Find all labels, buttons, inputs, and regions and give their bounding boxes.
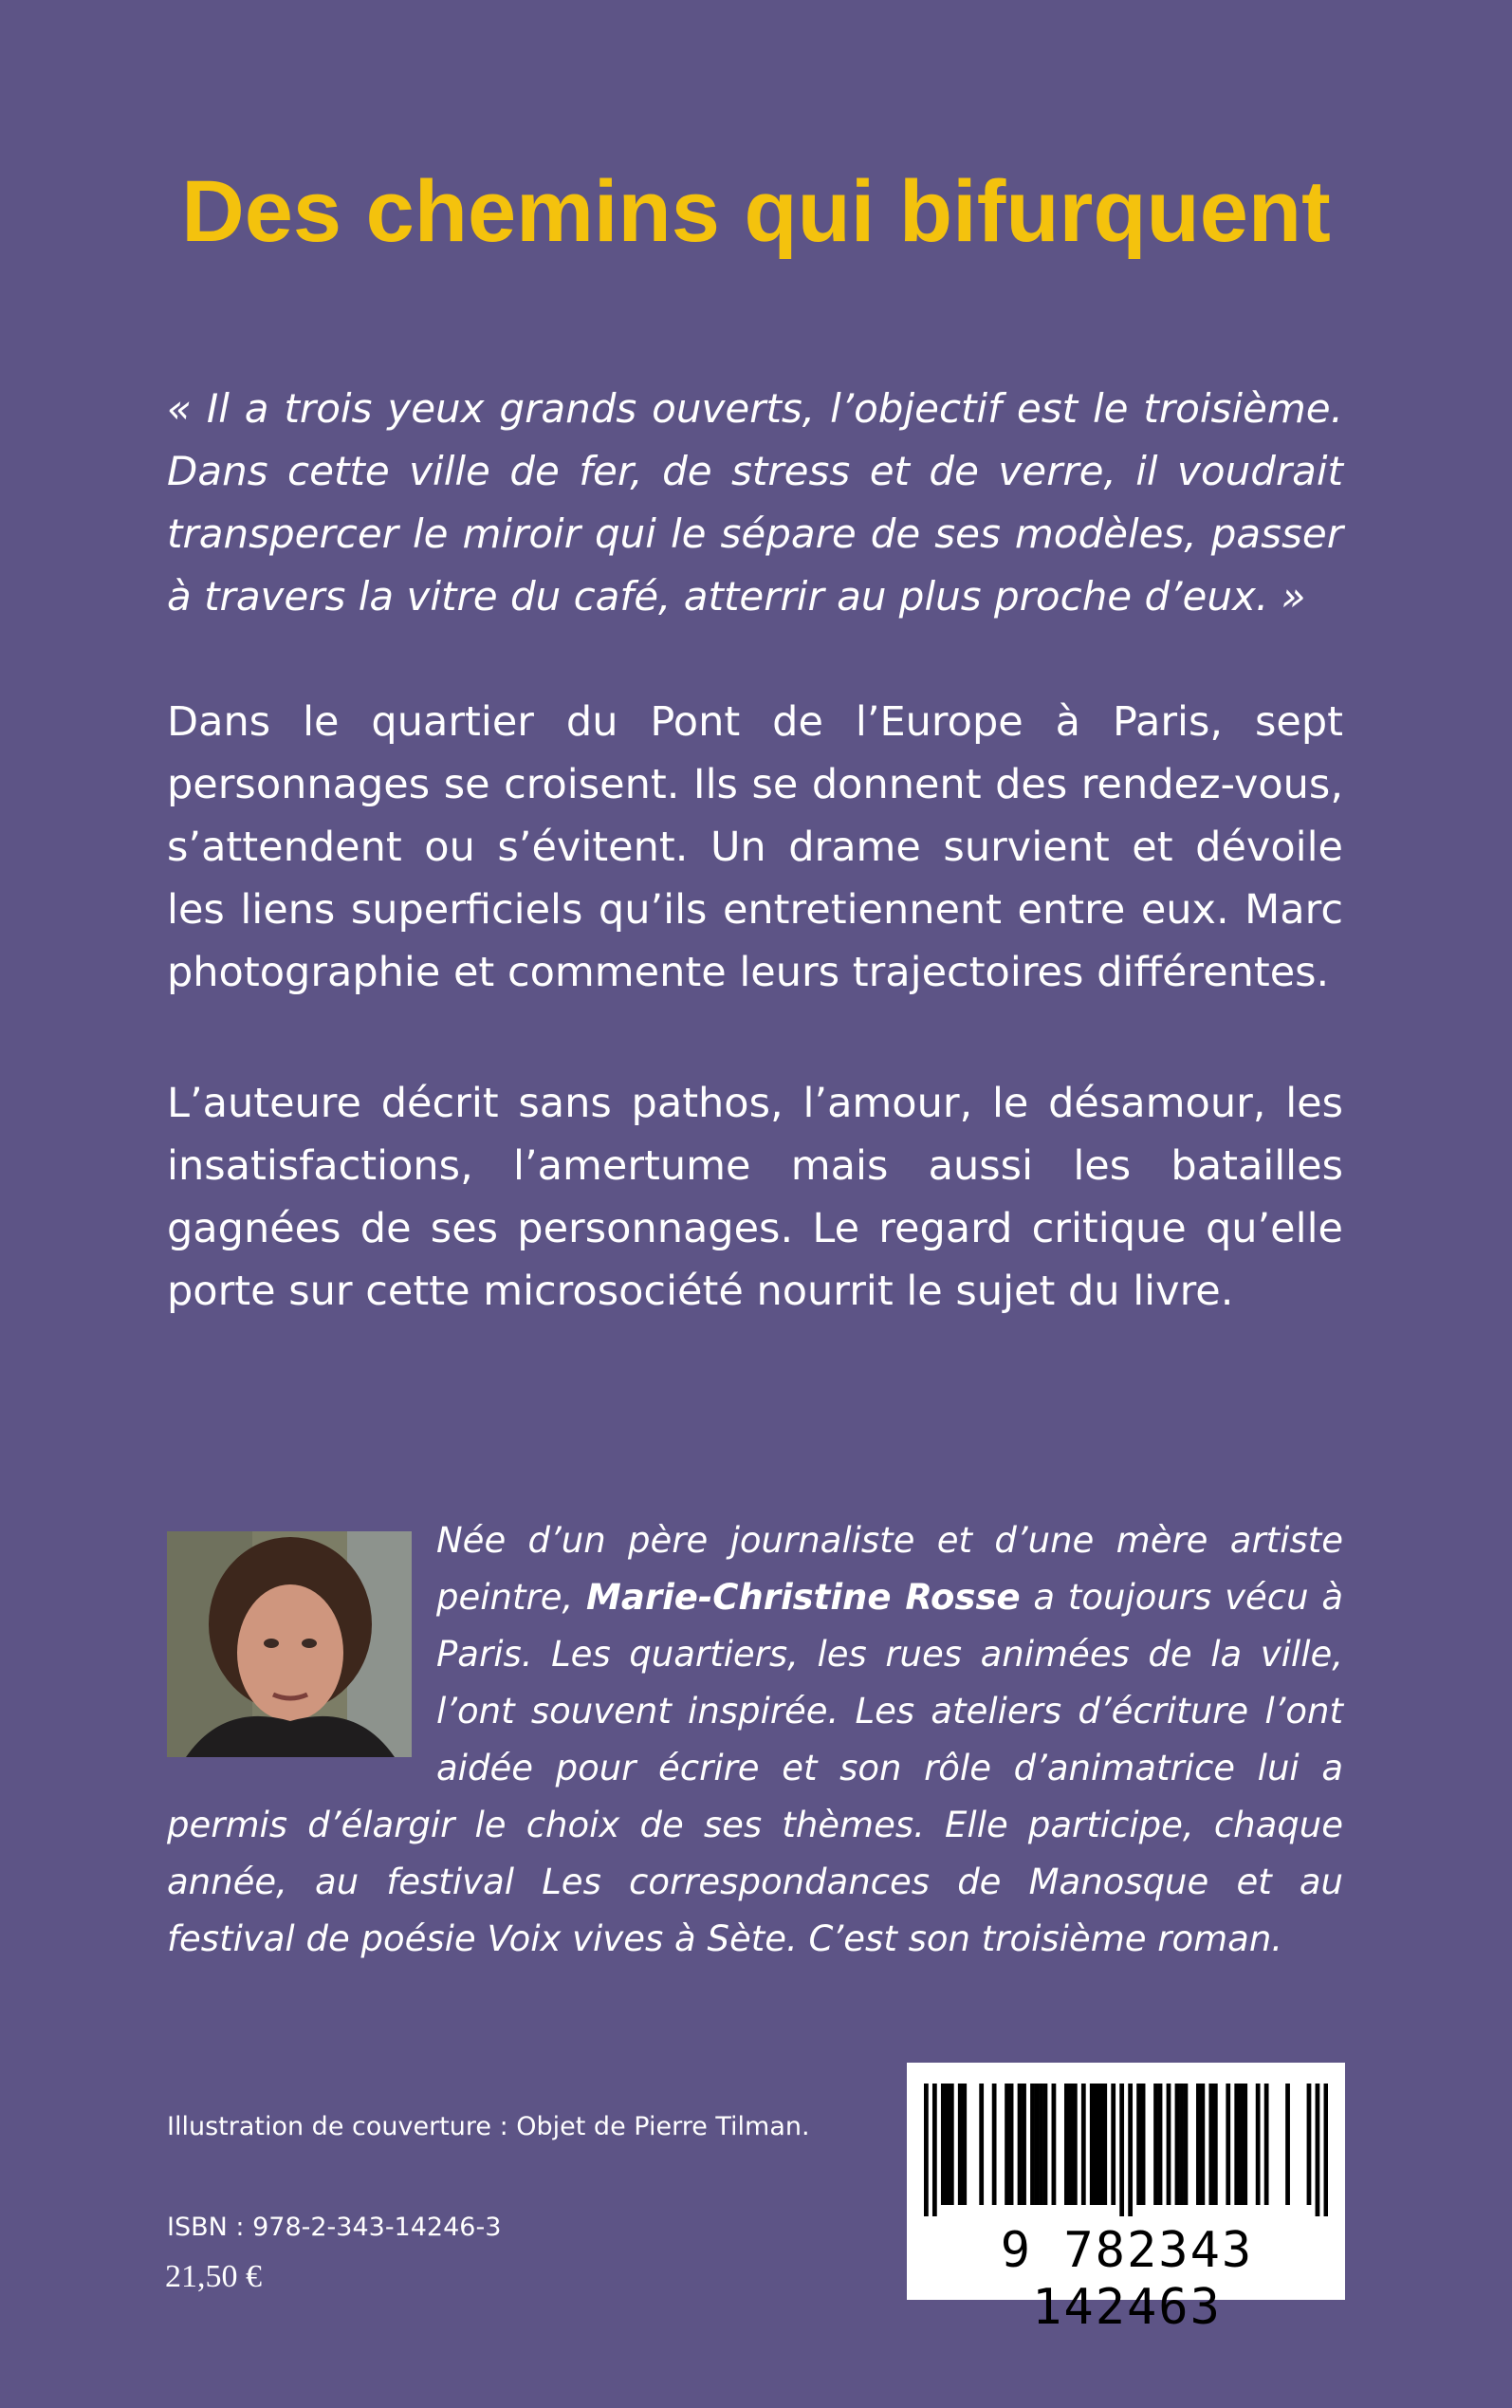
barcode-bar	[1256, 2084, 1261, 2205]
barcode-bar	[1307, 2084, 1312, 2205]
barcode-bar	[924, 2084, 929, 2216]
barcode-bar	[1264, 2084, 1269, 2205]
barcode-bar	[1234, 2084, 1239, 2205]
barcode-bar	[1090, 2084, 1095, 2205]
barcode-bar	[1243, 2084, 1247, 2205]
excerpt-quote: « Il a trois yeux grands ouverts, l’objectif est le troisième. Dans cette ville de fer, de stress et de verre, il voudrait transpercer le miroir qui le sépare de ses modèles, passer à travers la vitre du café, atterrir au plus proche d’eux. »	[167, 385, 1343, 620]
review-paragraph: L’auteure décrit sans pathos, l’amour, le désamour, les insatisfactions, l’amertume mais aussi les batailles gagnées de ses personnages. Le regard critique qu’elle porte sur cette microsociété nourrit le sujet du livre.	[167, 1080, 1343, 1315]
barcode-bar	[941, 2084, 946, 2205]
author-name: Marie-Christine Rosse	[586, 1577, 1021, 1618]
bio-text-end: a toujours vécu à Paris. Les quartiers, les rues animées de la ville, l’ont souvent inspirée. Les ateliers d’écriture l’ont aidée pour écrire et son rôle d’animatrice lui a permis d’élargir le choix de ses thèmes. Elle participe, chaque année, au festival Les correspondances de Manosque et au festival de poésie Voix vives à Sète. C’est son troisième roman.	[167, 1577, 1343, 1959]
barcode-bar	[1052, 2084, 1057, 2205]
isbn-number: ISBN : 978-2-343-14246-3	[167, 2213, 502, 2242]
photo-spacer	[167, 1512, 436, 1787]
barcode-bar	[1064, 2084, 1069, 2205]
barcode-bar	[962, 2084, 967, 2205]
barcode-bar	[1141, 2084, 1146, 2205]
barcode-bar	[1226, 2084, 1230, 2205]
barcode-bar	[1136, 2084, 1141, 2205]
barcode-bar	[950, 2084, 954, 2205]
barcode-bar	[1119, 2084, 1124, 2216]
barcode-bar	[1043, 2084, 1048, 2205]
barcode-bar	[1167, 2084, 1171, 2205]
barcode-bar	[1098, 2084, 1103, 2205]
barcode-bar	[1196, 2084, 1201, 2205]
barcode-bar	[1102, 2084, 1107, 2205]
barcode-bar	[1081, 2084, 1086, 2205]
barcode-bar	[992, 2084, 997, 2205]
synopsis-paragraph: Dans le quartier du Pont de l’Europe à Paris, sept personnages se croisent. Ils se donnent des rendez-vous, s’attendent ou s’évitent. Un drame survient et dévoile les liens superficiels qu’ils entretiennent entre eux. Marc photographie et commente leurs trajectoires différentes.	[167, 698, 1343, 996]
barcode-bar	[1175, 2084, 1180, 2205]
barcode-bar	[979, 2084, 984, 2205]
barcode-bar	[958, 2084, 963, 2205]
barcode-bar	[1111, 2084, 1116, 2205]
bio-text-start: Née d’un père journaliste et d’une mère artiste peintre,	[436, 1520, 1343, 1618]
barcode-bar	[1039, 2084, 1043, 2205]
barcode-bar	[1022, 2084, 1026, 2205]
barcode	[907, 2063, 1345, 2336]
barcode-bar	[1158, 2084, 1163, 2205]
barcode-bar	[945, 2084, 950, 2205]
barcode-bar	[1073, 2084, 1078, 2205]
barcode-bar	[1316, 2084, 1320, 2216]
barcode-bar	[1239, 2084, 1244, 2205]
barcode-bar	[1213, 2084, 1218, 2205]
barcode-bar	[1030, 2084, 1035, 2205]
barcode-bar	[1324, 2084, 1328, 2216]
barcode-bar	[1208, 2084, 1213, 2205]
barcode-bar	[1200, 2084, 1205, 2205]
price: 21,50 €	[165, 2259, 262, 2294]
author-biography	[167, 1512, 1343, 1968]
barcode-bar	[1035, 2084, 1040, 2205]
illustration-credit: Illustration de couverture : Objet de Pierre Tilman.	[167, 2112, 810, 2141]
barcode-bar	[1285, 2084, 1290, 2205]
barcode-bar	[1005, 2084, 1009, 2205]
barcode-bar	[1094, 2084, 1098, 2205]
book-title: Des chemins qui bifurquent	[181, 163, 1331, 260]
barcode-digits: 9 782343 142463	[1000, 2222, 1254, 2336]
barcode-bar	[1179, 2084, 1184, 2205]
barcode-bar	[1184, 2084, 1189, 2205]
barcode-bar	[932, 2084, 937, 2216]
barcode-bars	[924, 2084, 1328, 2216]
barcode-bar	[1018, 2084, 1023, 2205]
barcode-bar	[1153, 2084, 1158, 2205]
barcode-bar	[1009, 2084, 1014, 2205]
barcode-bar	[1128, 2084, 1133, 2216]
barcode-bar	[1068, 2084, 1073, 2205]
